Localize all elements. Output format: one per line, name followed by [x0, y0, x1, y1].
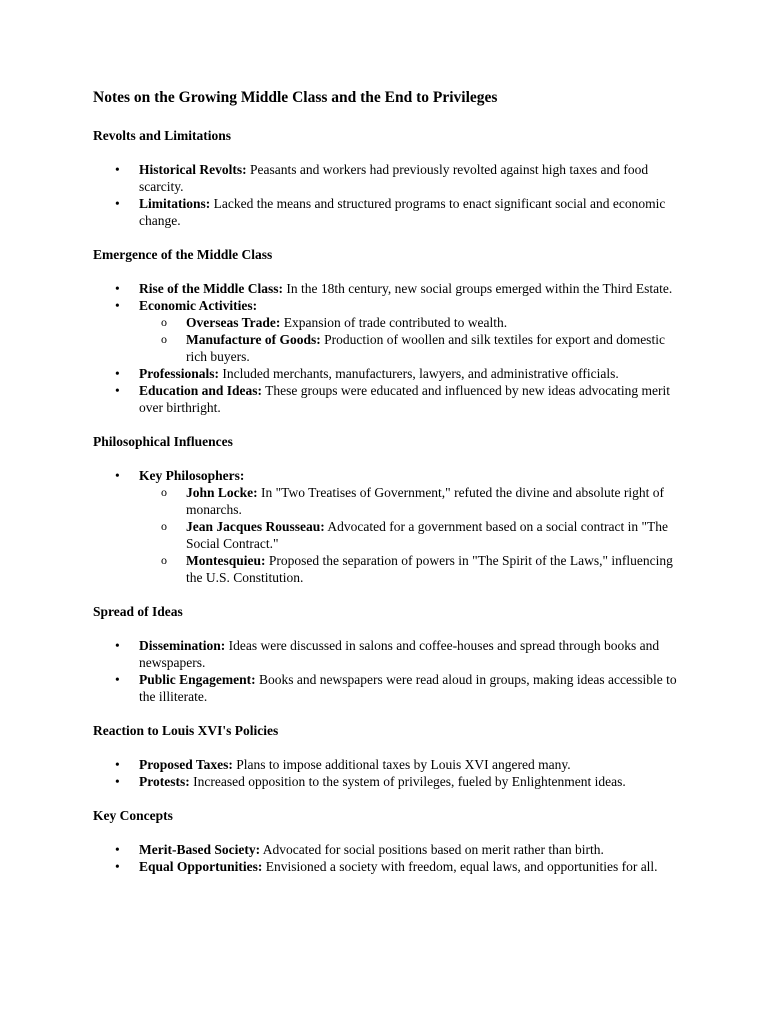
bullet-dot-icon: • — [115, 842, 120, 857]
bullet-circle-icon: o — [161, 332, 167, 346]
item-term: Protests: — [139, 774, 190, 789]
bullet-dot-icon: • — [115, 774, 120, 789]
bullet-list — [93, 756, 683, 790]
sub-list-item — [139, 518, 683, 552]
bullet-dot-icon: • — [115, 638, 120, 653]
list-item — [93, 195, 683, 229]
document-page — [93, 88, 683, 892]
list-item — [93, 637, 683, 671]
item-text: Envisioned a society with freedom, equal laws, and opportunities for all. — [262, 859, 658, 874]
item-text: In "Two Treatises of Government," refuted the divine and absolute right of monarchs. — [186, 485, 665, 517]
item-text: Lacked the means and structured programs to enact significant social and economic change. — [139, 196, 666, 228]
list-item — [93, 756, 683, 773]
list-item — [93, 161, 683, 195]
item-term: Economic Activities: — [139, 298, 258, 313]
sub-list-item — [139, 331, 683, 365]
item-text: Advocated for a government based on a social contract in "The Social Contract." — [186, 519, 669, 551]
sub-list-item — [139, 484, 683, 518]
section-heading: Spread of Ideas — [93, 604, 183, 619]
list-item — [93, 280, 683, 297]
item-text: Peasants and workers had previously revolted against high taxes and food scarcity. — [139, 162, 649, 194]
bullet-dot-icon: • — [115, 298, 120, 313]
item-term: Historical Revolts: — [139, 162, 247, 177]
item-text: Advocated for social positions based on merit rather than birth. — [260, 842, 604, 857]
item-term: John Locke: — [186, 485, 258, 500]
item-term: Public Engagement: — [139, 672, 256, 687]
list-item — [93, 858, 683, 875]
item-term: Professionals: — [139, 366, 219, 381]
sub-list-item — [139, 314, 683, 331]
item-term: Overseas Trade: — [186, 315, 281, 330]
bullet-dot-icon: • — [115, 383, 120, 398]
sections-container — [93, 127, 683, 875]
item-term: Key Philosophers: — [139, 468, 245, 483]
item-text: Plans to impose additional taxes by Louis XVI angered many. — [232, 757, 571, 772]
item-term: Jean Jacques Rousseau: — [186, 519, 325, 534]
item-term: Equal Opportunities: — [139, 859, 263, 874]
list-item — [93, 382, 683, 416]
section-heading: Reaction to Louis XVI's Policies — [93, 723, 279, 738]
bullet-dot-icon: • — [115, 162, 120, 177]
list-item — [93, 467, 683, 586]
bullet-dot-icon: • — [115, 196, 120, 211]
item-term: Dissemination: — [139, 638, 226, 653]
item-term: Proposed Taxes: — [139, 757, 233, 772]
bullet-circle-icon: o — [161, 553, 167, 567]
item-text: These groups were educated and influenced by new ideas advocating merit over birthright. — [139, 383, 671, 415]
bullet-list — [93, 280, 683, 416]
item-text: Expansion of trade contributed to wealth. — [280, 315, 508, 330]
item-text: Ideas were discussed in salons and coffee-houses and spread through books and newspapers. — [139, 638, 660, 670]
bullet-dot-icon: • — [115, 672, 120, 687]
item-term: Education and Ideas: — [139, 383, 263, 398]
item-text: In the 18th century, new social groups emerged within the Third Estate. — [283, 281, 673, 296]
bullet-circle-icon: o — [161, 519, 167, 533]
section-heading: Key Concepts — [93, 808, 173, 823]
item-text: Proposed the separation of powers in "The Spirit of the Laws," influencing the U.S. Constitution. — [186, 553, 673, 585]
item-term: Rise of the Middle Class: — [139, 281, 283, 296]
item-term: Montesquieu: — [186, 553, 266, 568]
item-term: Merit-Based Society: — [139, 842, 261, 857]
item-text: Included merchants, manufacturers, lawyers, and administrative officials. — [219, 366, 619, 381]
bullet-list — [93, 637, 683, 705]
list-item — [93, 365, 683, 382]
list-item — [93, 297, 683, 365]
list-item — [93, 773, 683, 790]
section-heading: Revolts and Limitations — [93, 128, 232, 143]
section-heading: Philosophical Influences — [93, 434, 233, 449]
bullet-list — [93, 467, 683, 586]
bullet-dot-icon: • — [115, 757, 120, 772]
sub-bullet-list — [139, 314, 683, 365]
bullet-circle-icon: o — [161, 315, 167, 329]
bullet-list — [93, 841, 683, 875]
bullet-list — [93, 161, 683, 229]
list-item — [93, 841, 683, 858]
item-term: Limitations: — [139, 196, 211, 211]
bullet-dot-icon: • — [115, 859, 120, 874]
item-term: Manufacture of Goods: — [186, 332, 321, 347]
document-title: Notes on the Growing Middle Class and the End to Privileges — [93, 89, 498, 106]
item-text: Production of woollen and silk textiles for export and domestic rich buyers. — [186, 332, 665, 364]
bullet-dot-icon: • — [115, 468, 120, 483]
bullet-dot-icon: • — [115, 281, 120, 296]
item-text: Increased opposition to the system of privileges, fueled by Enlightenment ideas. — [189, 774, 626, 789]
item-text: Books and newspapers were read aloud in groups, making ideas accessible to the illiterate. — [139, 672, 677, 704]
bullet-dot-icon: • — [115, 366, 120, 381]
bullet-circle-icon: o — [161, 485, 167, 499]
sub-bullet-list — [139, 484, 683, 586]
section-heading: Emergence of the Middle Class — [93, 247, 273, 262]
list-item — [93, 671, 683, 705]
sub-list-item — [139, 552, 683, 586]
